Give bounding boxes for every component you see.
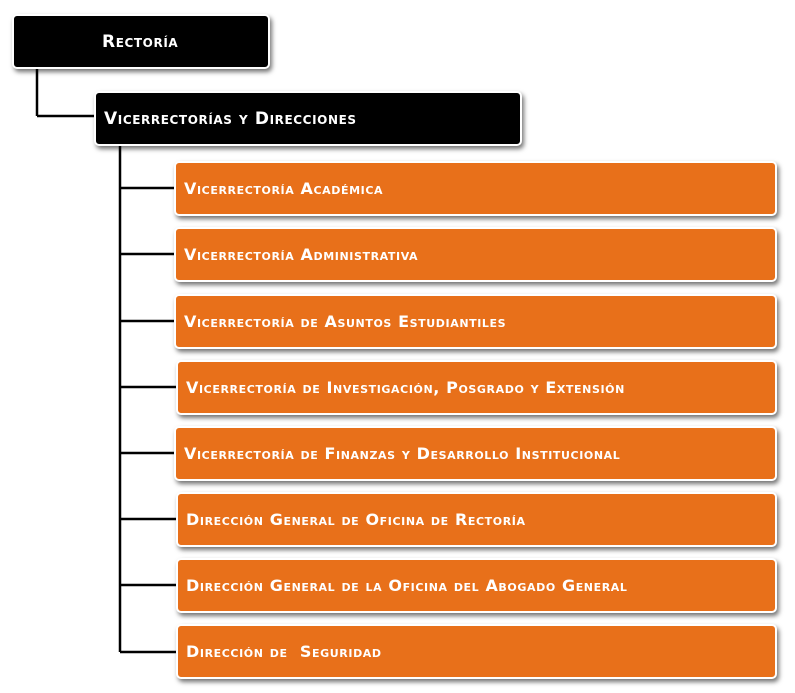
- org-node-vicerrectoria-administrativa: [174, 227, 777, 282]
- org-node-vicerrectoria-finanzas-desarrollo: [174, 426, 777, 481]
- org-node-vicerrectoria-academica: [174, 161, 777, 216]
- org-node-vicerrectoria-asuntos-estudiantiles: [174, 294, 777, 349]
- org-node-label: Dirección de Seguridad: [186, 642, 382, 661]
- org-node-label: Vicerrectoría de Asuntos Estudiantiles: [184, 312, 507, 331]
- org-node-label: Vicerrectoría de Investigación, Posgrado y Extensión: [186, 378, 625, 397]
- org-node-label: Vicerrectorías y Direcciones: [104, 108, 357, 129]
- org-node-label: Dirección General de la Oficina del Abogado General: [186, 576, 628, 595]
- org-node-label: Dirección General de Oficina de Rectoría: [186, 510, 526, 529]
- org-node-rectoria: [12, 14, 270, 69]
- org-node-direccion-oficina-rectoria: [176, 492, 777, 547]
- org-node-vicerrectorias-y-direcciones: [94, 91, 522, 146]
- org-node-vicerrectoria-investigacion-posgrado-extension: [176, 360, 777, 415]
- org-node-label: Vicerrectoría Académica: [184, 179, 384, 198]
- org-node-label: Rectoría: [102, 31, 179, 52]
- org-node-direccion-abogado-general: [176, 558, 777, 613]
- org-node-direccion-seguridad: [176, 624, 777, 679]
- org-node-label: Vicerrectoría Administrativa: [184, 245, 419, 264]
- org-node-label: Vicerrectoría de Finanzas y Desarrollo Institucional: [184, 444, 621, 463]
